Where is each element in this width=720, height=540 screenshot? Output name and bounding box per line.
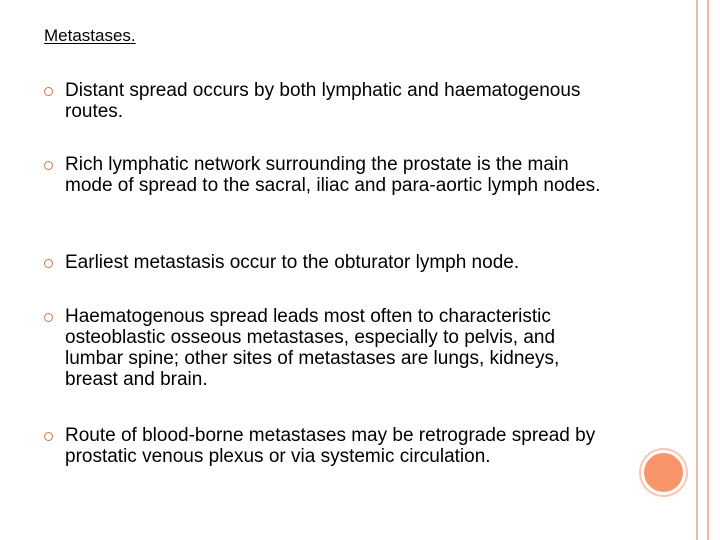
ring-bullet-icon: [44, 259, 53, 268]
bullet-item: [44, 425, 605, 467]
ring-bullet-icon: [44, 87, 53, 96]
bullet-text: Haematogenous spread leads most often to characteristic osteoblastic osseous metastases, especially to pelvis, and lumbar spine; other sites of metastases are lungs, kidneys, breast and brain.: [65, 306, 560, 390]
decorative-vertical-line: [707, 0, 709, 540]
bullet-text: Rich lymphatic network surrounding the prostate is the main mode of spread to the sacral, iliac and para-aortic lymph nodes.: [65, 154, 601, 196]
bullet-text: Earliest metastasis occur to the obturator lymph node.: [65, 252, 520, 273]
bullet-item: [44, 80, 605, 122]
decorative-vertical-line: [696, 0, 698, 540]
bullet-text: Distant spread occurs by both lymphatic and haematogenous routes.: [65, 80, 581, 122]
slide-title: Metastases.: [44, 26, 136, 45]
bullet-text: Route of blood-borne metastases may be retrograde spread by prostatic venous plexus or via systemic circulation.: [65, 425, 596, 467]
bullet-item: [44, 306, 605, 390]
bullet-item: [44, 252, 605, 273]
bullet-item: [44, 154, 605, 196]
ring-bullet-icon: [44, 432, 53, 441]
ring-bullet-icon: [44, 161, 53, 170]
decorative-circle: [641, 450, 686, 495]
ring-bullet-icon: [44, 313, 53, 322]
